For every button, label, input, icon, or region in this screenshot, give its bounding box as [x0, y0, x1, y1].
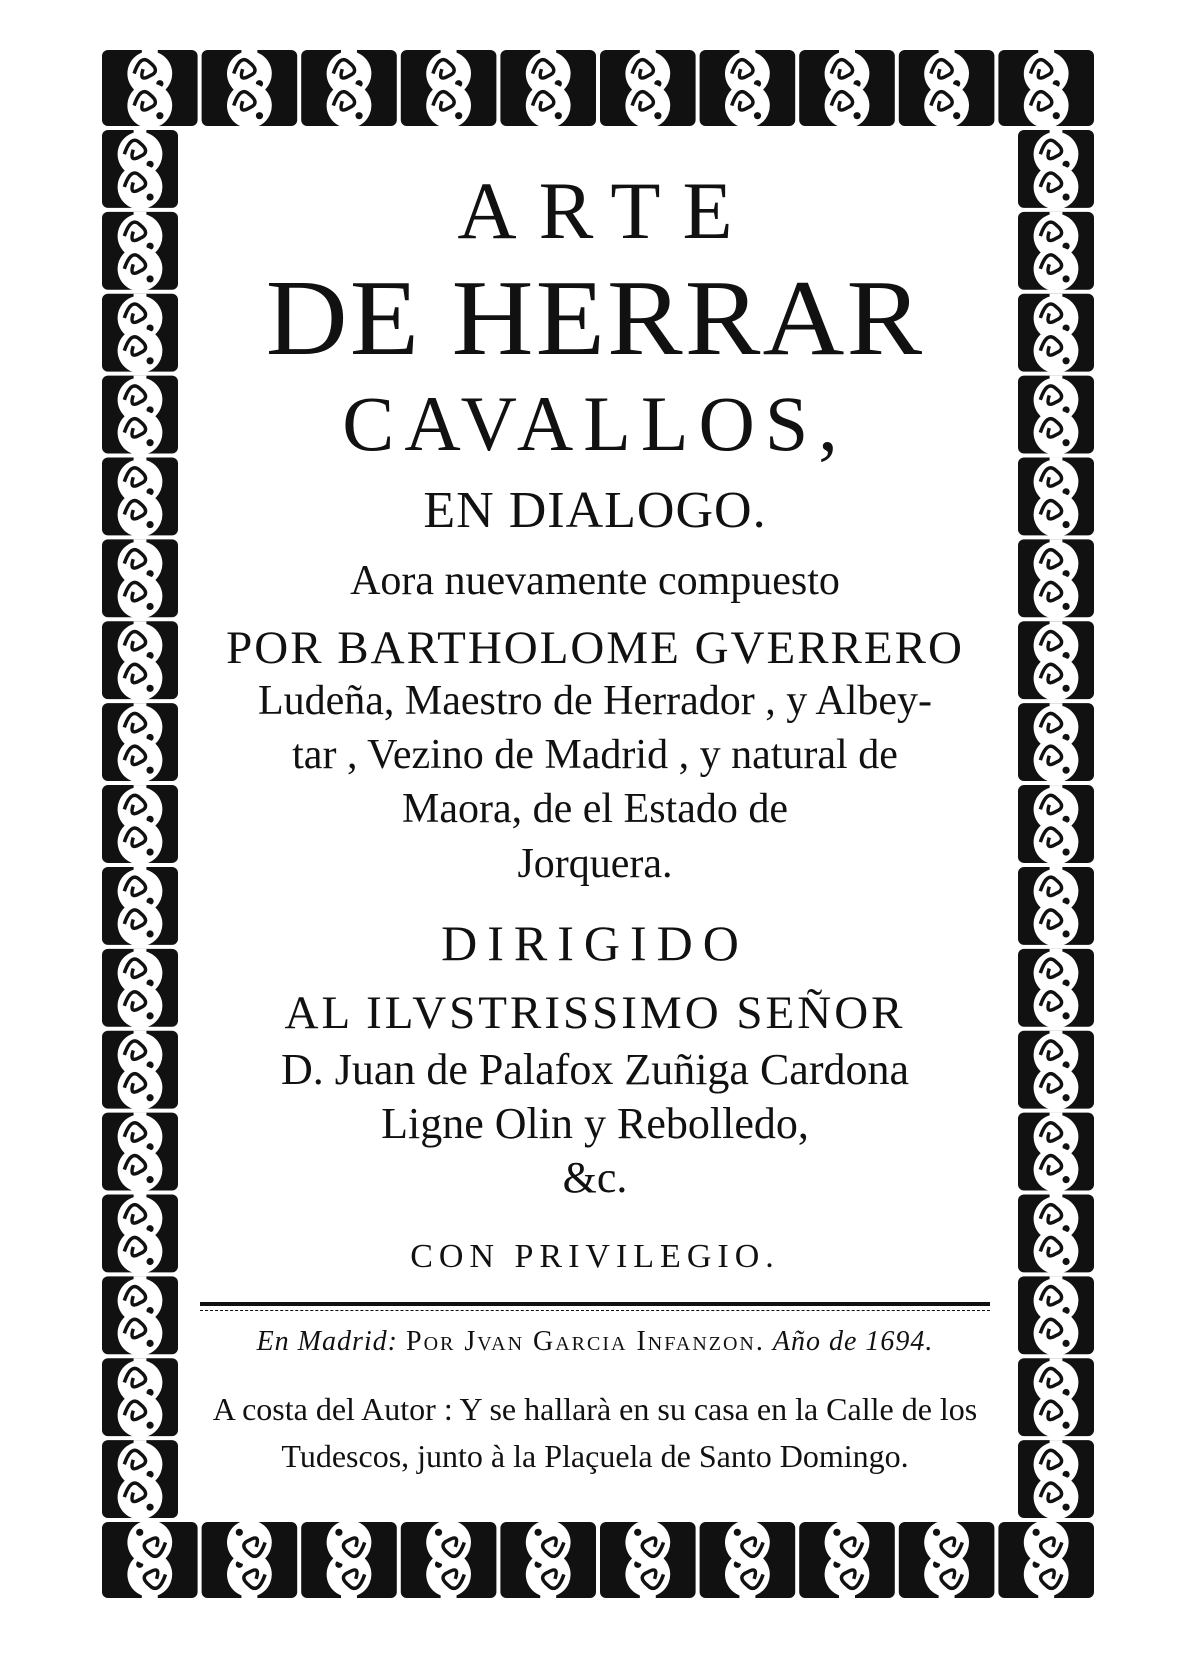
border-ornament-tile [102, 376, 178, 455]
border-ornament-tile [401, 1520, 497, 1598]
border-ornament-tile [1018, 785, 1094, 864]
border-ornament-tile [1018, 703, 1094, 782]
border-ornament-tile [102, 1276, 178, 1355]
imprint-year: Año de 1694. [772, 1326, 934, 1357]
author-description-line-1: Ludeña, Maestro de Herrador , y Albey- [257, 678, 933, 724]
border-ornament-tile [102, 1113, 178, 1192]
dedication-line-4: &c. [562, 1153, 628, 1202]
divider-rule [200, 1302, 990, 1306]
author-name: POR BARTHOLOME GVERRERO [226, 622, 964, 674]
border-ornament-tile [102, 50, 198, 128]
author-description-line-3: Maora, de el Estado de [401, 786, 789, 832]
footer-line-2: Tudescos, junto à la Plaçuela de Santo Domingo. [281, 1438, 909, 1474]
border-ornament-tile [1018, 130, 1094, 209]
dedication-line-1: AL ILVSTRISSIMO SEÑOR [284, 987, 906, 1039]
imprint-printer: Por Jvan Garcia Infanzon. [406, 1326, 765, 1357]
border-ornament-tile [1018, 1440, 1094, 1519]
title-line-de-herrar: DE HERRAR [265, 259, 925, 378]
dedication-line-3: Ligne Olin y Rebolledo, [381, 1099, 809, 1148]
border-ornament-tile [500, 50, 596, 128]
border-ornament-tile [202, 1520, 298, 1598]
author-description-line-4: Jorquera. [517, 841, 673, 887]
border-ornament-tile [998, 1520, 1094, 1598]
border-ornament-tile [1018, 1276, 1094, 1355]
border-ornament-tile [1018, 539, 1094, 618]
title-page-text [180, 150, 1010, 1520]
border-ornament-tile [899, 50, 995, 128]
border-ornament-tile [102, 130, 178, 209]
border-ornament-tile [1018, 867, 1094, 946]
border-ornament-tile [600, 1520, 696, 1598]
border-ornament-tile [799, 50, 895, 128]
dedication-line-2: D. Juan de Palafox Zuñiga Cardona [280, 1045, 910, 1094]
privilege-line: CON PRIVILEGIO. [410, 1238, 780, 1275]
imprint-line [180, 1328, 1010, 1356]
border-ornament-tile [102, 1440, 178, 1519]
title-line-cavallos: CAVALLOS, [342, 380, 848, 467]
border-ornament-tile [102, 621, 178, 700]
border-ornament-tile [102, 458, 178, 537]
border-ornament-tile [102, 949, 178, 1028]
border-ornament-tile [102, 1194, 178, 1273]
footer-line-1: A costa del Autor : Y se hallarà en su casa en la Calle de los [212, 1391, 978, 1427]
divider-rule-thin [200, 1310, 990, 1311]
border-ornament-tile [102, 703, 178, 782]
border-ornament-tile [102, 1358, 178, 1437]
border-ornament-tile [1018, 1113, 1094, 1192]
border-ornament-tile [1018, 1194, 1094, 1273]
border-ornament-tile [1018, 949, 1094, 1028]
border-ornament-tile [1018, 458, 1094, 537]
border-ornament-tile [301, 50, 397, 128]
title-line-arte: ARTE [457, 165, 755, 256]
border-ornament-tile [899, 1520, 995, 1598]
border-ornament-tile [1018, 1031, 1094, 1110]
border-ornament-tile [102, 1031, 178, 1110]
border-ornament-tile [998, 50, 1094, 128]
border-ornament-tile [401, 50, 497, 128]
border-ornament-tile [600, 50, 696, 128]
border-ornament-tile [102, 539, 178, 618]
imprint-place: En Madrid: [256, 1326, 399, 1357]
border-ornament-tile [301, 1520, 397, 1598]
border-ornament-tile [700, 50, 796, 128]
composed-line: Aora nuevamente compuesto [350, 558, 840, 604]
subtitle: EN DIALOGO. [423, 482, 767, 539]
border-ornament-tile [799, 1520, 895, 1598]
border-ornament-tile [1018, 1358, 1094, 1437]
border-ornament-tile [102, 785, 178, 864]
border-ornament-tile [1018, 376, 1094, 455]
dedication-heading: DIRIGIDO [441, 915, 749, 971]
border-ornament-tile [500, 1520, 596, 1598]
border-ornament-tile [202, 50, 298, 128]
border-ornament-tile [700, 1520, 796, 1598]
border-ornament-tile [1018, 621, 1094, 700]
border-ornament-tile [102, 867, 178, 946]
border-ornament-tile [102, 1520, 198, 1598]
author-description-line-2: tar , Vezino de Madrid , y natural de [292, 732, 898, 778]
